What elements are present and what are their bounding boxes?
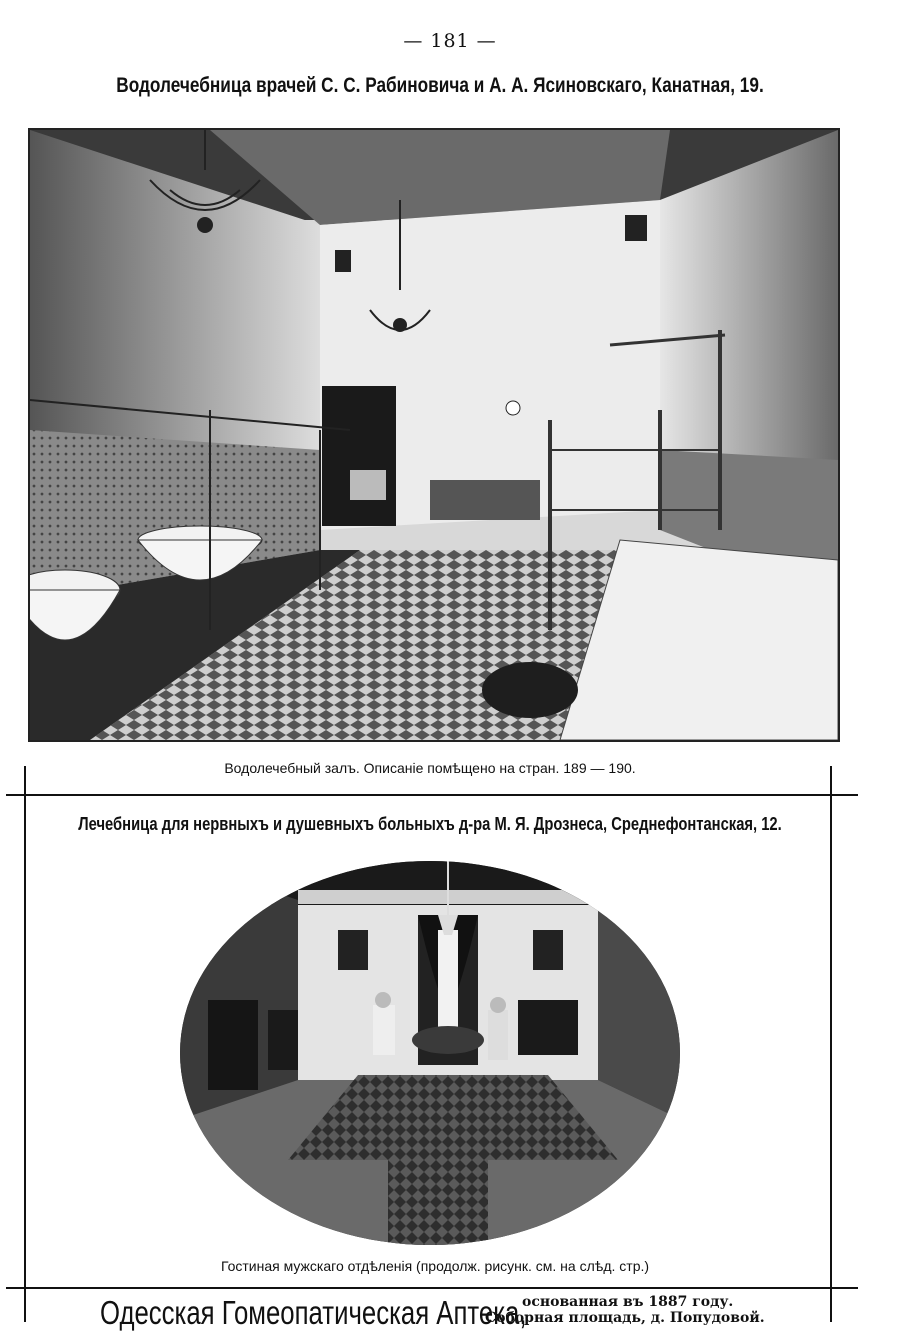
section2-title: Лечебница для нервныхъ и душевныхъ больныхъ д-ра М. Я. Дрознеса, Среднефонтанская, 12. — [78, 814, 782, 834]
section2-caption: Гостиная мужскаго отдѣленія (продолж. рисунк. см. на слѣд. стр.) — [220, 1258, 650, 1274]
frame-bottom-divider — [6, 1287, 858, 1289]
frame-right-rule — [830, 766, 832, 1322]
advert-pharmacy-name: Одесская Гомеопатическая Аптека, — [100, 1294, 527, 1331]
frame-divider — [6, 794, 858, 796]
section1-title: Водолечебница врачей С. С. Рабиновича и А. А. Ясиновскаго, Канатная, 19. — [116, 74, 764, 97]
advert-address: Соборная площадь, д. Попудовой. — [485, 1310, 765, 1326]
drawing-room-photo — [178, 860, 682, 1246]
section1-caption: Водолечебный залъ. Описаніе помѣщено на стран. 189 — 190. — [224, 760, 636, 776]
page-number: — 181 — — [403, 30, 497, 52]
frame-left-rule — [24, 766, 26, 1322]
hydrotherapy-hall-photo — [28, 128, 840, 742]
advert-founded: основанная въ 1887 году. — [522, 1294, 734, 1310]
